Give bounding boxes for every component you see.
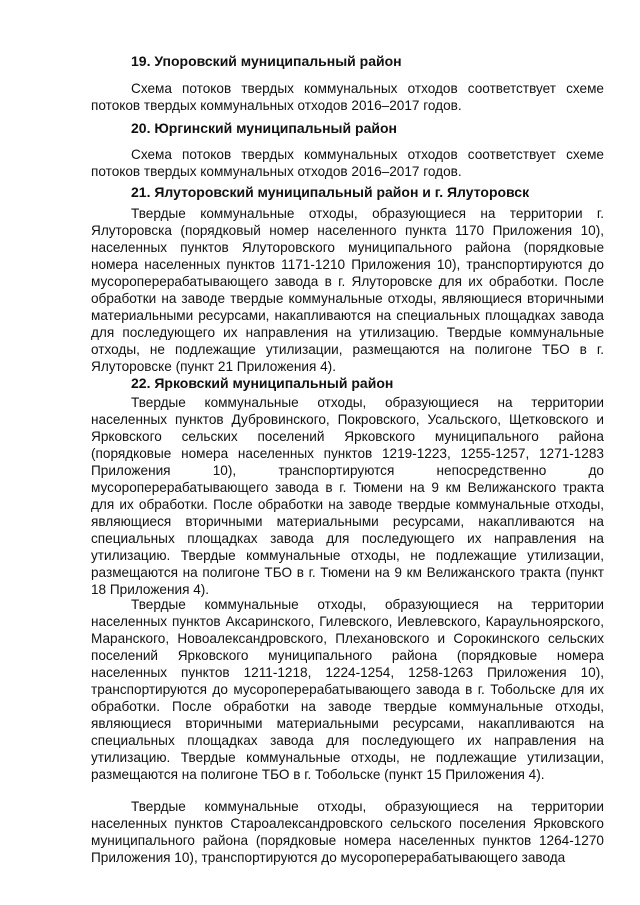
section-paragraph: Схема потоков твердых коммунальных отходов соответствует схеме потоков твердых коммунальных отходов 2016–2017 годов. <box>91 147 604 179</box>
section-paragraph: Твердые коммунальные отходы, образующиеся на территории населенных пунктов Староалександровского сельского поселения Ярковского муниципального района (порядковые номера населенных пунктов 1264-1270 Приложения 10), транспортируются до мусороперерабатывающего завода <box>91 799 604 865</box>
section-paragraph: Твердые коммунальные отходы, образующиеся на территории населенных пунктов Аксаринского, Гилевского, Иевлевского, Караульноярского, Маранского, Новоалександровского, Плехановского и Сорокинского сельских поселений Ярковского муниципального района (порядковые номера населенных пунктов 1211-1218, 1224-1254, 1258-1263 Приложения 10), транспортируются до мусороперерабатывающего завода в г. Тобольске для их обработки. После обработки на заводе твердые коммунальные отходы, являющиеся вторичными материальными ресурсами, накапливаются на специальных площадках завода для последующего их направления на утилизацию. Твердые коммунальные отходы, не подлежащие утилизации, размещаются на полигоне ТБО в г. Тобольске (пункт 15 Приложения 4). <box>91 597 604 782</box>
section-heading-22: 22. Ярковский муниципальный район <box>131 375 394 391</box>
section-paragraph: Твердые коммунальные отходы, образующиеся на территории населенных пунктов Дубровинского, Покровского, Усальского, Щетковского и Ярковского сельских поселений Ярковского муниципального района (порядковые номера населенных пунктов 1219-1223, 1255-1257, 1271-1283 Приложения 10), транспортируются непосредственно до мусороперерабатывающего завода в г. Тюмени на 9 км Велижанского тракта для их обработки. После обработки на заводе твердые коммунальные отходы, являющиеся вторичными материальными ресурсами, накапливаются на специальных площадках завода для последующего их направления на утилизацию. Твердые коммунальные отходы, не подлежащие утилизации, размещаются на полигоне ТБО в г. Тюмени на 9 км Велижанского тракта (пункт 18 Приложения 4). <box>91 395 604 597</box>
section-heading-20: 20. Юргинский муниципальный район <box>131 120 397 136</box>
section-heading-19: 19. Упоровский муниципальный район <box>131 53 402 69</box>
section-paragraph: Твердые коммунальные отходы, образующиеся на территории г. Ялуторовска (порядковый номер населенного пункта 1170 Приложения 10), населенных пунктов Ялуторовского муниципального района (порядковые номера населенных пунктов 1171-1210 Приложения 10), транспортируются до мусороперерабатывающего завода в г. Ялуторовске для их обработки. После обработки на заводе твердые коммунальные отходы, являющиеся вторичными материальными ресурсами, накапливаются на специальных площадках завода для последующего их направления на утилизацию. Твердые коммунальные отходы, не подлежащие утилизации, размещаются на полигоне ТБО в г. Ялуторовске (пункт 21 Приложения 4). <box>91 206 604 374</box>
section-paragraph: Схема потоков твердых коммунальных отходов соответствует схеме потоков твердых коммунальных отходов 2016–2017 годов. <box>91 81 604 113</box>
section-heading-21: 21. Ялуторовский муниципальный район и г. Ялуторовск <box>131 184 530 200</box>
